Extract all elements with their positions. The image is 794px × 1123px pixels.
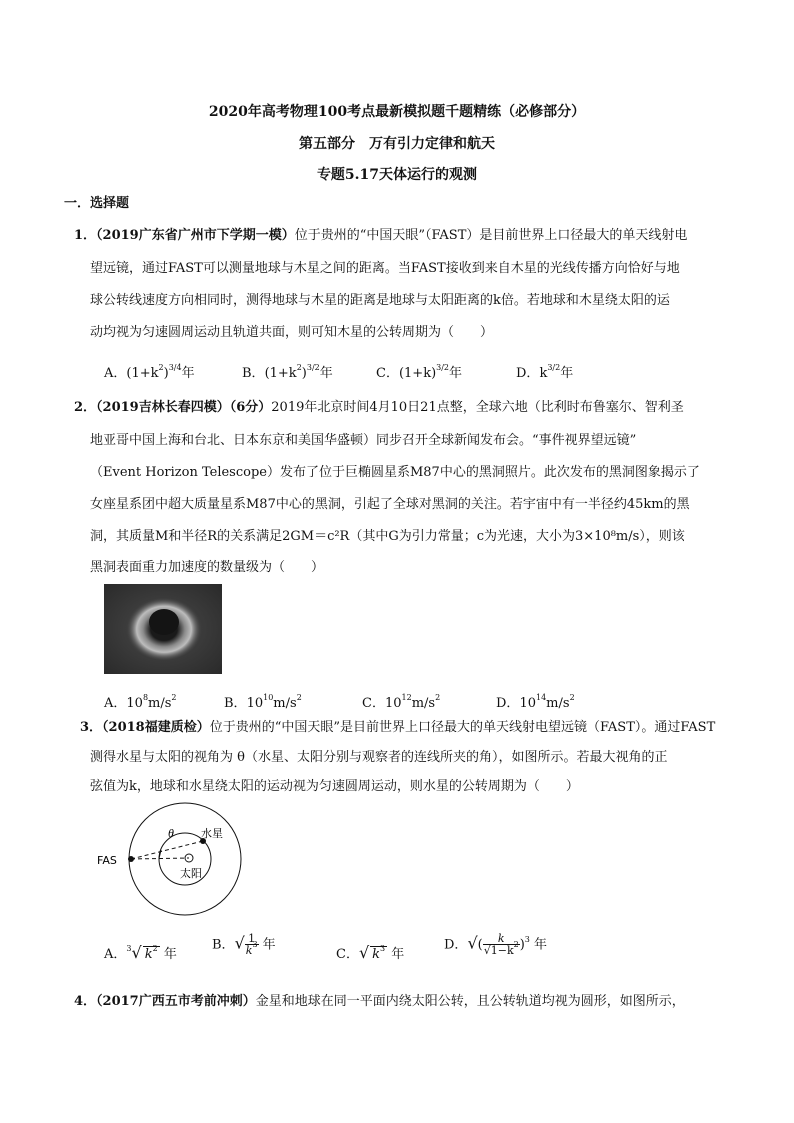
q3-source: （2018福建质检）	[102, 720, 210, 735]
q2-number: 2．	[74, 400, 97, 415]
q2-line2: 地亚哥中国上海和台北、日本东京和美国华盛顿）同步召开全球新闻发布会。“事件视界望远镜”	[90, 433, 637, 448]
q1-option-a[interactable]: A．$(1+k^2)^{3/4}$年	[104, 363, 195, 381]
q2-source: （2019吉林长春四模）（6分）	[96, 400, 272, 415]
topic-title: 专题5.17天体运行的观测	[316, 167, 478, 183]
q2-option-a[interactable]: A．$10^8m/s^2$	[104, 693, 177, 711]
q1-text1: 位于贵州的“中国天眼”（FAST）是目前世界上口径最大的单天线射电	[294, 228, 688, 243]
q2-option-c[interactable]: C．$10^{12}m/s^2$	[362, 693, 441, 711]
sun-label: 太阳	[180, 867, 202, 880]
q3-option-c[interactable]: C．√ $k^3$ 年	[336, 943, 405, 962]
fas-label: FAS	[97, 854, 117, 867]
q2-line4: 女座星系团中超大质量星系M87中心的黑洞，引起了全球对黑洞的关注。若宇宙中有一半径约45km的黑	[90, 497, 690, 512]
q3-text1: 位于贵州的“中国天眼”是目前世界上口径最大的单天线射电望远镜（FAST）。通过FAST	[209, 720, 716, 735]
orbit-diagram	[95, 795, 255, 930]
q2-line3: （Event Horizon Telescope）发布了位于巨椭圆星系M87中心的黑洞照片。此次发布的黑洞图象揭示了	[90, 465, 700, 480]
q3-option-d[interactable]: D．√( $\frac{k}{√1-k^2}$ )$^3$ 年	[444, 932, 548, 957]
q3-option-a[interactable]: A．$^3$√ $k^2$ 年	[104, 943, 177, 962]
theta-label: θ	[168, 826, 174, 840]
q4-number: 4．	[74, 994, 97, 1009]
q3-line1	[80, 716, 715, 735]
q1-number: 1．	[74, 228, 97, 243]
q3-line3: 弦值为k，地球和水星绕太阳的运动视为匀速圆周运动，则水星的公转周期为（ ）	[90, 779, 579, 794]
q2-text1: 2019年北京时间4月10日21点整，全球六地（比利时布鲁塞尔、智利圣	[271, 400, 684, 415]
q2-option-d[interactable]: D．$10^{14}m/s^2$	[496, 693, 575, 711]
q1-line3: 球公转线速度方向相同时，测得地球与木星的距离是地球与太阳距离的k倍。若地球和木星绕太阳的运	[90, 293, 670, 308]
q4-line1	[74, 990, 685, 1009]
q3-option-b[interactable]: B．√ $\frac{1}{k^3}$ 年	[212, 932, 276, 957]
q4-text1: 金星和地球在同一平面内绕太阳公转，且公转轨道均视为圆形，如图所示，	[255, 994, 685, 1009]
q1-line4: 动均视为匀速圆周运动且轨道共面，则可知木星的公转周期为（ ）	[90, 325, 494, 340]
q2-line1	[74, 396, 684, 415]
q2-option-b[interactable]: B．$10^{10}m/s^2$	[224, 693, 302, 711]
q3-number: 3．	[80, 720, 103, 735]
q1-option-d[interactable]: D．$k^{3/2}$年	[516, 363, 574, 381]
q1-line2: 望远镜，通过FAST可以测量地球与木星之间的距离。当FAST接收到来自木星的光线传播方向恰好与地	[90, 261, 680, 276]
black-hole-photo	[104, 584, 222, 674]
q2-line6: 黑洞表面重力加速度的数量级为（ ）	[90, 560, 325, 575]
q4-source: （2017广西五市考前冲刺）	[96, 994, 256, 1009]
section-heading: 一．选择题	[64, 196, 130, 211]
q1-line1	[74, 224, 687, 243]
q1-source: （2019广东省广州市下学期一模）	[96, 228, 295, 243]
doc-title: 2020年高考物理100考点最新模拟题千题精练（必修部分）	[208, 104, 586, 120]
q1-option-c[interactable]: C．$(1+k)^{3/2}$年	[376, 363, 463, 381]
q2-line5: 洞，其质量M和半径R的关系满足2GM＝c²R（其中G为引力常量；c为光速，大小为3×10⁸m/s），则该	[90, 529, 685, 544]
mercury-label: 水星	[201, 827, 223, 840]
q1-option-b[interactable]: B．$(1+k^2)^{3/2}$年	[242, 363, 333, 381]
q3-line2: 测得水星与太阳的视角为 θ（水星、太阳分别与观察者的连线所夹的角），如图所示。若最大视角的正	[90, 750, 668, 765]
part-title: 第五部分 万有引力定律和航天	[299, 136, 495, 152]
